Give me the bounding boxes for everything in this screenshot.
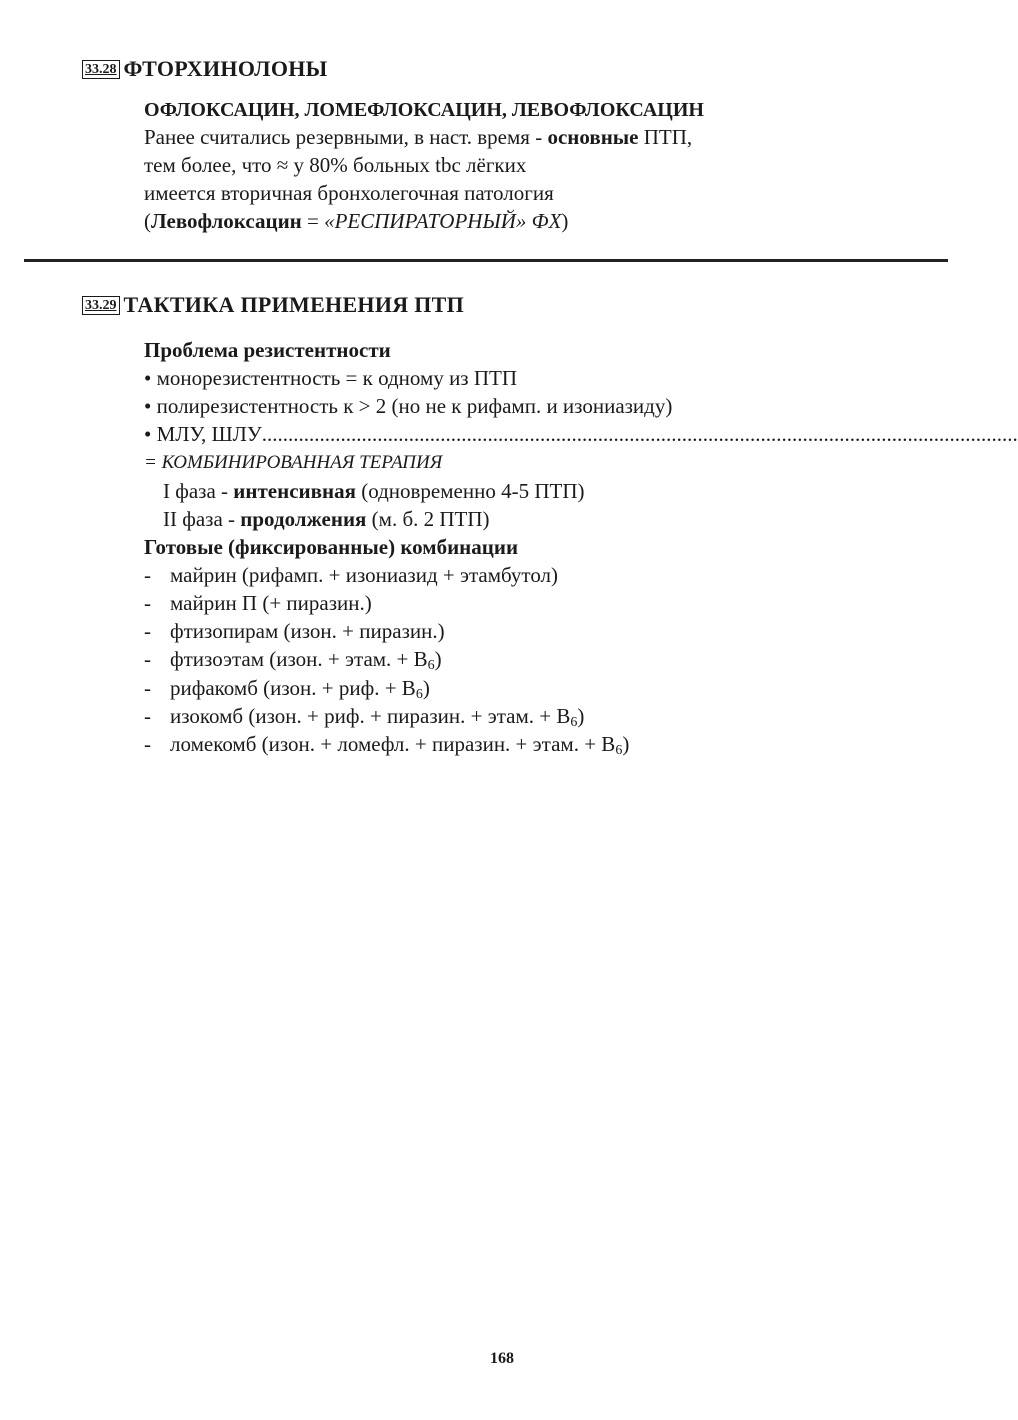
list-item	[144, 645, 442, 673]
italic-line: = КОМБИНИРОВАННАЯ ТЕРАПИЯ	[144, 452, 443, 473]
text-span: ПТП,	[638, 125, 693, 149]
bold-text: основные	[547, 125, 639, 149]
text-span: фтизоэтам (изон. + этам. + В	[170, 647, 428, 671]
paragraph-line: имеется вторичная бронхолегочная патология	[144, 181, 554, 205]
subheading: Готовые (фиксированные) комбинации	[144, 535, 519, 559]
paragraph-line	[144, 207, 568, 235]
list-item	[144, 702, 584, 730]
bullet-item	[144, 420, 1018, 448]
section-divider	[24, 259, 948, 262]
bold-text: интенсивная	[233, 479, 356, 503]
bold-text: продолжения	[240, 507, 367, 531]
dotted-leader: ................................................................................................................................................	[261, 422, 1018, 446]
text-span: )	[622, 732, 630, 756]
dash-marker: -	[144, 647, 151, 671]
drug-names-subtitle: ОФЛОКСАЦИН, ЛОМЕФЛОКСАЦИН, ЛЕВОФЛОКСАЦИН	[144, 99, 704, 121]
paragraph-line: тем более, что ≈ у 80% больных tbc лёгких	[144, 153, 527, 177]
section-heading-33-29	[82, 292, 464, 318]
section-heading-33-28	[82, 56, 328, 82]
text-span: =	[301, 209, 325, 233]
subscript: 6	[615, 743, 623, 758]
paragraph-line	[144, 123, 692, 151]
dash-marker: -	[144, 704, 151, 728]
text-span: • МЛУ, ШЛУ	[144, 422, 262, 446]
text-span: I фаза -	[163, 479, 234, 503]
text-span: (	[144, 209, 151, 233]
section-title: ФТОРХИНОЛОНЫ	[123, 56, 328, 81]
text-span: )	[561, 209, 569, 233]
phase-line	[163, 505, 490, 533]
subscript: 6	[427, 658, 435, 673]
page-number: 168	[490, 1350, 514, 1367]
list-item	[144, 730, 629, 758]
subscript: 6	[570, 715, 578, 730]
dash-marker: -	[144, 619, 151, 643]
bullet-item: • полирезистентность к > 2 (но не к рифамп. и изониазиду)	[144, 394, 673, 418]
text-span: )	[422, 676, 430, 700]
bold-text: Левофлоксацин	[151, 209, 302, 233]
dash-marker: -	[144, 563, 151, 587]
list-item	[144, 589, 372, 617]
subheading: Проблема резистентности	[144, 338, 391, 362]
text-span: майрин П (+ пиразин.)	[170, 591, 372, 615]
list-item	[144, 561, 558, 589]
text-span: рифакомб (изон. + риф. + В	[170, 676, 416, 700]
text-span: майрин (рифамп. + изониазид + этамбутол)	[170, 563, 559, 587]
list-item	[144, 674, 430, 702]
text-span: ломекомб (изон. + ломефл. + пиразин. + этам. + В	[170, 732, 616, 756]
subscript: 6	[415, 687, 423, 702]
text-span: )	[434, 647, 442, 671]
text-span: изокомб (изон. + риф. + пиразин. + этам. + В	[170, 704, 571, 728]
text-span: Ранее считались резервными, в наст. время -	[144, 125, 548, 149]
bullet-item: • монорезистентность = к одному из ПТП	[144, 366, 518, 390]
list-item	[144, 617, 445, 645]
section-title: ТАКТИКА ПРИМЕНЕНИЯ ПТП	[123, 292, 465, 317]
italic-text: «РЕСПИРАТОРНЫЙ» ФХ	[324, 209, 562, 233]
phase-line	[163, 477, 584, 505]
text-span: )	[577, 704, 585, 728]
section-number: 33.28	[82, 60, 120, 79]
text-span: (одновременно 4-5 ПТП)	[355, 479, 585, 503]
dash-marker: -	[144, 732, 151, 756]
text-span: фтизопирам (изон. + пиразин.)	[170, 619, 445, 643]
text-span: II фаза -	[163, 507, 241, 531]
dash-marker: -	[144, 676, 151, 700]
dash-marker: -	[144, 591, 151, 615]
text-span: (м. б. 2 ПТП)	[366, 507, 490, 531]
section-number: 33.29	[82, 296, 120, 315]
